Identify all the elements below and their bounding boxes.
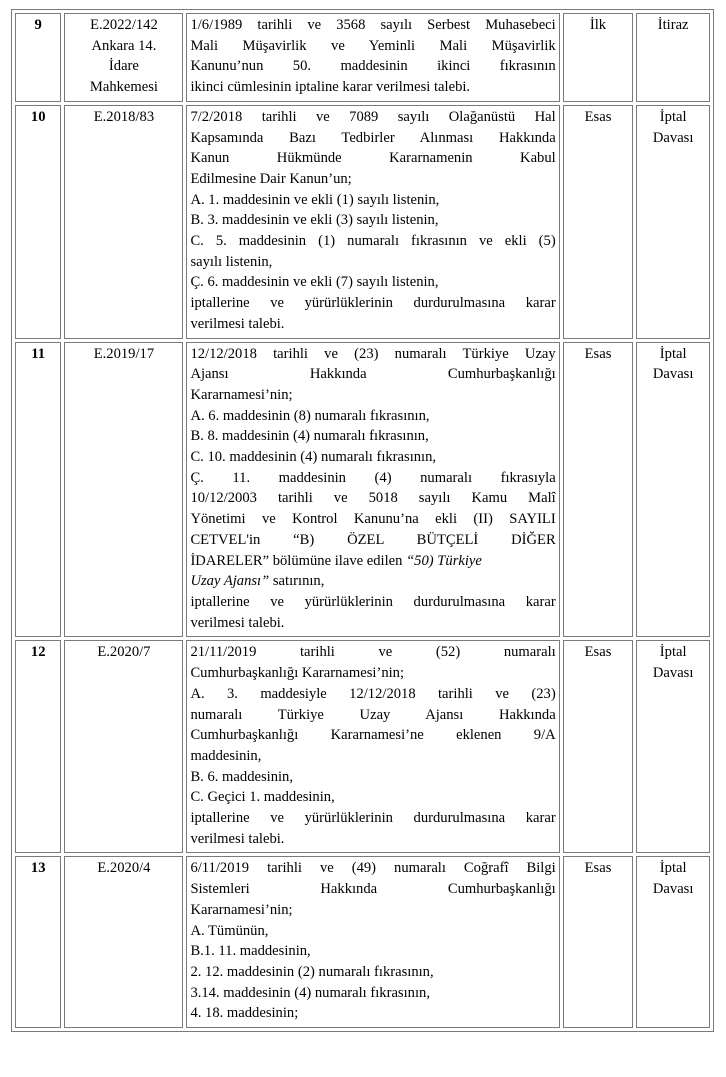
row-number: 10 xyxy=(15,105,61,339)
case-type: İlk xyxy=(563,13,634,102)
case-kind xyxy=(636,105,710,339)
subject-line xyxy=(190,468,555,489)
subject-text: numaralı Türkiye Uzay Ajansı Hakkında xyxy=(190,706,556,723)
subject-line xyxy=(190,426,555,447)
case-number-line: E.2018/83 xyxy=(93,108,155,125)
subject-text: B. 3. maddesinin ve ekli (3) sayılı listenin, xyxy=(190,212,439,229)
subject-line xyxy=(190,509,555,530)
subject-line xyxy=(190,613,555,634)
case-type: Esas xyxy=(563,105,634,339)
case-table-body xyxy=(15,13,710,1028)
case-type: Esas xyxy=(563,856,634,1028)
subject-line xyxy=(190,829,555,850)
subject-line xyxy=(190,77,555,98)
subject-text: 4. 18. maddesinin; xyxy=(190,1005,299,1022)
case-subject xyxy=(186,640,559,853)
row-number: 9 xyxy=(15,13,61,102)
case-subject xyxy=(186,856,559,1028)
subject-line xyxy=(190,385,555,406)
case-type: Esas xyxy=(563,342,634,638)
case-number-line: Ankara 14. xyxy=(91,37,157,54)
subject-text: Sistemleri Hakkında Cumhurbaşkanlığı xyxy=(190,881,556,898)
subject-text: C. 5. maddesinin (1) numaralı fıkrasının ve ekli (5) xyxy=(190,233,556,250)
subject-text: ikinci cümlesinin iptaline karar verilmesi talebi. xyxy=(190,79,471,96)
subject-line xyxy=(190,808,555,829)
table-row xyxy=(15,856,710,1028)
subject-text: Ajansı Hakkında Cumhurbaşkanlığı xyxy=(190,366,556,383)
subject-text: Kararnamesi’nin; xyxy=(190,386,293,403)
row-number: 11 xyxy=(15,342,61,638)
case-kind xyxy=(636,13,710,102)
subject-text: maddesinin, xyxy=(190,747,262,764)
subject-line xyxy=(190,941,555,962)
subject-text: iptallerine ve yürürlüklerinin durdurulmasına karar xyxy=(190,295,556,312)
subject-line xyxy=(190,190,555,211)
case-subject xyxy=(186,105,559,339)
subject-text: A. Tümünün, xyxy=(190,922,269,939)
subject-line xyxy=(190,107,555,128)
table-row xyxy=(15,105,710,339)
case-number xyxy=(64,13,183,102)
subject-line xyxy=(190,962,555,983)
subject-line xyxy=(190,406,555,427)
subject-text: B. 6. maddesinin, xyxy=(190,768,293,785)
case-number xyxy=(64,640,183,853)
subject-text: A. 1. maddesinin ve ekli (1) sayılı listenin, xyxy=(190,191,440,208)
subject-line xyxy=(190,15,555,36)
subject-line xyxy=(190,592,555,613)
subject-text: B.1. 11. maddesinin, xyxy=(190,943,311,960)
subject-text: 2. 12. maddesinin (2) numaralı fıkrasının, xyxy=(190,963,434,980)
subject-line xyxy=(190,252,555,273)
subject-line xyxy=(190,900,555,921)
subject-text: 10/12/2003 tarihli ve 5018 sayılı Kamu Malî xyxy=(190,490,556,507)
subject-text: 12/12/2018 tarihli ve (23) numaralı Türkiye Uzay xyxy=(190,345,556,362)
case-kind-line: İptal xyxy=(659,860,687,877)
subject-text: verilmesi talebi. xyxy=(190,614,285,631)
case-number xyxy=(64,342,183,638)
subject-line xyxy=(190,128,555,149)
case-kind-line: Davası xyxy=(652,129,694,146)
subject-text: Yönetimi ve Kontrol Kanunu’na ekli (II) SAYILI xyxy=(190,511,556,528)
subject-line xyxy=(190,746,555,767)
subject-line xyxy=(190,344,555,365)
subject-text: 3.14. maddesinin (4) numaralı fıkrasının, xyxy=(190,984,430,1001)
subject-text: Kararnamesi’nin; xyxy=(190,901,293,918)
case-kind-line: İptal xyxy=(659,108,687,125)
subject-line xyxy=(190,571,555,592)
subject-line xyxy=(190,530,555,551)
case-number-line: Mahkemesi xyxy=(89,79,158,96)
subject-text: Cumhurbaşkanlığı Kararnamesi’ne eklenen 9/A xyxy=(190,727,556,744)
case-type: Esas xyxy=(563,640,634,853)
subject-text: sayılı listenin, xyxy=(190,253,273,270)
subject-line xyxy=(190,684,555,705)
subject-text: iptallerine ve yürürlüklerinin durdurulmasına karar xyxy=(190,810,556,827)
subject-text: İDARELER” bölümüne ilave edilen xyxy=(190,552,403,569)
subject-italic-text: Uzay Ajansı” xyxy=(190,573,270,590)
subject-text: Kapsamında Bazı Tedbirler Alınması Hakkında xyxy=(190,129,556,146)
subject-text: Ç. 6. maddesinin ve ekli (7) sayılı listenin, xyxy=(190,274,439,291)
subject-text: C. 10. maddesinin (4) numaralı fıkrasının, xyxy=(190,449,437,466)
case-kind xyxy=(636,342,710,638)
case-number xyxy=(64,105,183,339)
subject-text: C. Geçici 1. maddesinin, xyxy=(190,789,335,806)
subject-text: Ç. 11. maddesinin (4) numaralı fıkrasıyla xyxy=(190,469,556,486)
case-kind xyxy=(636,856,710,1028)
subject-italic-text: “50) Türkiye xyxy=(406,552,482,569)
subject-line xyxy=(190,447,555,468)
case-number-line: E.2020/7 xyxy=(97,644,151,661)
subject-text: iptallerine ve yürürlüklerinin durdurulmasına karar xyxy=(190,593,556,610)
subject-line xyxy=(190,787,555,808)
subject-text: 6/11/2019 tarihli ve (49) numaralı Coğrafî Bilgi xyxy=(190,860,556,877)
row-number: 13 xyxy=(15,856,61,1028)
case-number-line: E.2019/17 xyxy=(93,345,155,362)
table-row xyxy=(15,342,710,638)
subject-text: satırının, xyxy=(269,573,325,590)
subject-line xyxy=(190,231,555,252)
subject-line xyxy=(190,858,555,879)
subject-line xyxy=(190,1003,555,1024)
subject-line xyxy=(190,705,555,726)
case-number-line: E.2022/142 xyxy=(90,17,158,33)
subject-text: B. 8. maddesinin (4) numaralı fıkrasının, xyxy=(190,428,429,445)
subject-text: 21/11/2019 tarihli ve (52) numaralı xyxy=(190,644,556,661)
subject-text: Kanunu’nun 50. maddesinin ikinci fıkrasının xyxy=(190,58,556,75)
row-number: 12 xyxy=(15,640,61,853)
subject-line xyxy=(190,983,555,1004)
subject-line xyxy=(190,921,555,942)
subject-text: verilmesi talebi. xyxy=(190,830,285,847)
subject-text: Edilmesine Dair Kanun’un; xyxy=(190,170,352,187)
subject-text: Kanun Hükmünde Kararnamenin Kabul xyxy=(190,150,556,167)
table-row xyxy=(15,13,710,102)
case-kind-line: İptal xyxy=(659,644,687,661)
subject-line xyxy=(190,642,555,663)
subject-line xyxy=(190,36,555,57)
subject-line xyxy=(190,169,555,190)
subject-text: verilmesi talebi. xyxy=(190,315,285,332)
subject-line xyxy=(190,56,555,77)
subject-text: 7/2/2018 tarihli ve 7089 sayılı Olağanüstü Hal xyxy=(190,108,556,125)
subject-line xyxy=(190,293,555,314)
case-kind-line: Davası xyxy=(652,881,694,898)
subject-text: 1/6/1989 tarihli ve 3568 sayılı Serbest Muhasebeci xyxy=(190,17,556,33)
subject-text: Mali Müşavirlik ve Yeminli Mali Müşavirlik xyxy=(190,37,556,54)
case-subject xyxy=(186,342,559,638)
case-kind xyxy=(636,640,710,853)
table-row xyxy=(15,640,710,853)
subject-text: CETVEL'in “B) ÖZEL BÜTÇELİ DİĞER xyxy=(190,531,556,548)
subject-line xyxy=(190,725,555,746)
subject-line xyxy=(190,148,555,169)
subject-line xyxy=(190,488,555,509)
case-kind-line: İtiraz xyxy=(657,17,689,33)
subject-text: A. 3. maddesiyle 12/12/2018 tarihli ve (23) xyxy=(190,685,556,702)
case-number-line: İdare xyxy=(108,58,139,75)
case-kind-line: İptal xyxy=(659,345,687,362)
subject-line xyxy=(190,879,555,900)
case-number-line: E.2020/4 xyxy=(97,860,151,877)
subject-text: Cumhurbaşkanlığı Kararnamesi’nin; xyxy=(190,665,405,682)
subject-line xyxy=(190,767,555,788)
case-table xyxy=(11,9,714,1032)
case-kind-line: Davası xyxy=(652,665,694,682)
subject-line xyxy=(190,663,555,684)
subject-line xyxy=(190,551,555,572)
case-kind-line: Davası xyxy=(652,366,694,383)
subject-line xyxy=(190,210,555,231)
case-number xyxy=(64,856,183,1028)
subject-line xyxy=(190,314,555,335)
subject-line xyxy=(190,272,555,293)
case-subject xyxy=(186,13,559,102)
subject-line xyxy=(190,364,555,385)
subject-text: A. 6. maddesinin (8) numaralı fıkrasının, xyxy=(190,407,430,424)
